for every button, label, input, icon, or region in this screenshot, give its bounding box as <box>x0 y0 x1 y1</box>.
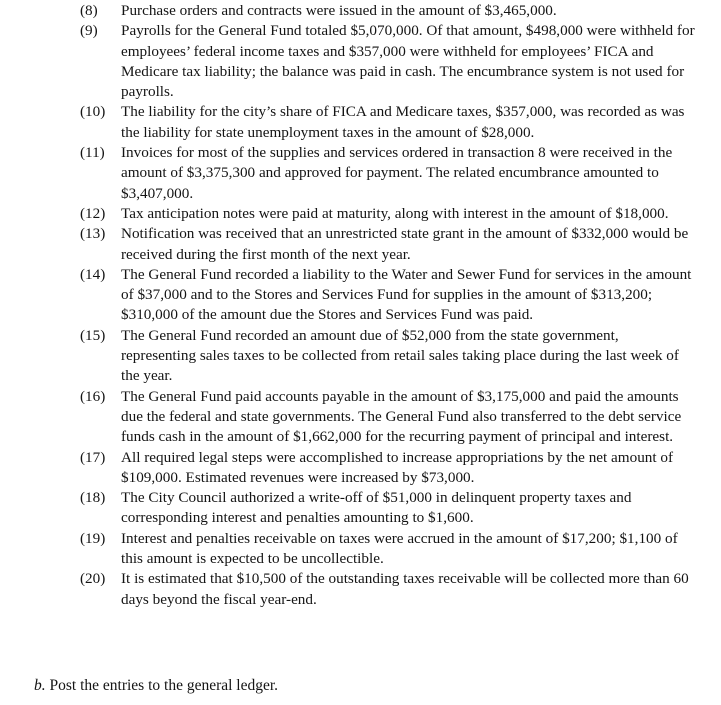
item-text: Purchase orders and contracts were issued in the amount of $3,465,000. <box>121 2 557 19</box>
part-b-instruction <box>34 676 278 696</box>
list-item <box>80 143 695 204</box>
item-number: (12) <box>80 204 106 222</box>
item-number: (17) <box>80 448 106 466</box>
item-text: Notification was received that an unrestricted state grant in the amount of $332,000 would be received during the first month of the next year. <box>121 225 689 263</box>
item-text: The liability for the city’s share of FICA and Medicare taxes, $357,000, was recorded as was the liability for state unemployment taxes in the amount of $28,000. <box>121 103 685 141</box>
instruction-text: Post the entries to the general ledger. <box>49 677 279 694</box>
list-item <box>80 387 695 448</box>
list-item <box>80 448 695 489</box>
list-item <box>80 488 695 529</box>
item-text: Invoices for most of the supplies and services ordered in transaction 8 were received in the amount of $3,375,300 and approved for payment. The related encumbrance amounted to $3,407,000. <box>121 144 673 202</box>
item-number: (8) <box>80 2 98 19</box>
list-item <box>80 102 695 143</box>
item-text: Interest and penalties receivable on taxes were accrued in the amount of $17,200; $1,100 of this amount is expected to be uncollectible. <box>121 529 678 568</box>
list-item <box>80 529 695 570</box>
part-label: b. <box>34 677 46 694</box>
list-item <box>80 1 695 21</box>
item-number: (13) <box>80 225 106 243</box>
list-item <box>80 21 695 102</box>
item-text: Tax anticipation notes were paid at maturity, along with interest in the amount of $18,000. <box>121 204 669 222</box>
item-number: (18) <box>80 489 106 507</box>
item-number: (14) <box>80 265 106 283</box>
item-text: It is estimated that $10,500 of the outstanding taxes receivable will be collected more than 60 days beyond the fiscal year-end. <box>121 570 689 608</box>
item-number: (19) <box>80 529 106 547</box>
list-item <box>80 326 695 387</box>
transaction-list <box>80 1 695 610</box>
item-number: (20) <box>80 570 106 588</box>
item-number: (16) <box>80 387 106 405</box>
list-item <box>80 265 695 326</box>
item-text: All required legal steps were accomplished to increase appropriations by the net amount of $109,000. Estimated revenues were increased by $73,000. <box>121 448 674 486</box>
item-text: Payrolls for the General Fund totaled $5,070,000. Of that amount, $498,000 were withheld for employees’ federal income taxes and $357,000 were withheld for employees’ FICA and Medicare tax liability; the balance was paid in cash. The encumbrance system is not used for payrolls. <box>121 22 695 101</box>
item-number: (10) <box>80 103 106 121</box>
item-text: The General Fund recorded an amount due of $52,000 from the state government, representing sales taxes to be collected from retail sales taking place during the last week of the year. <box>121 326 679 385</box>
item-text: The General Fund paid accounts payable in the amount of $3,175,000 and paid the amounts due the federal and state governments. The General Fund also transferred to the debt service funds cash in the amount of $1,662,000 for the recurring payment of principal and interest. <box>121 387 682 446</box>
item-number: (9) <box>80 22 98 40</box>
list-item <box>80 224 695 265</box>
list-item <box>80 204 695 224</box>
item-number: (15) <box>80 326 106 344</box>
list-item <box>80 569 695 610</box>
item-text: The General Fund recorded a liability to the Water and Sewer Fund for services in the amount of $37,000 and to the Stores and Services Fund for supplies in the amount of $313,200; $310,000 of the amount due the Stores and Services Fund was paid. <box>121 265 692 324</box>
item-number: (11) <box>80 144 105 162</box>
item-text: The City Council authorized a write-off of $51,000 in delinquent property taxes and corresponding interest and penalties amounting to $1,600. <box>121 489 632 527</box>
